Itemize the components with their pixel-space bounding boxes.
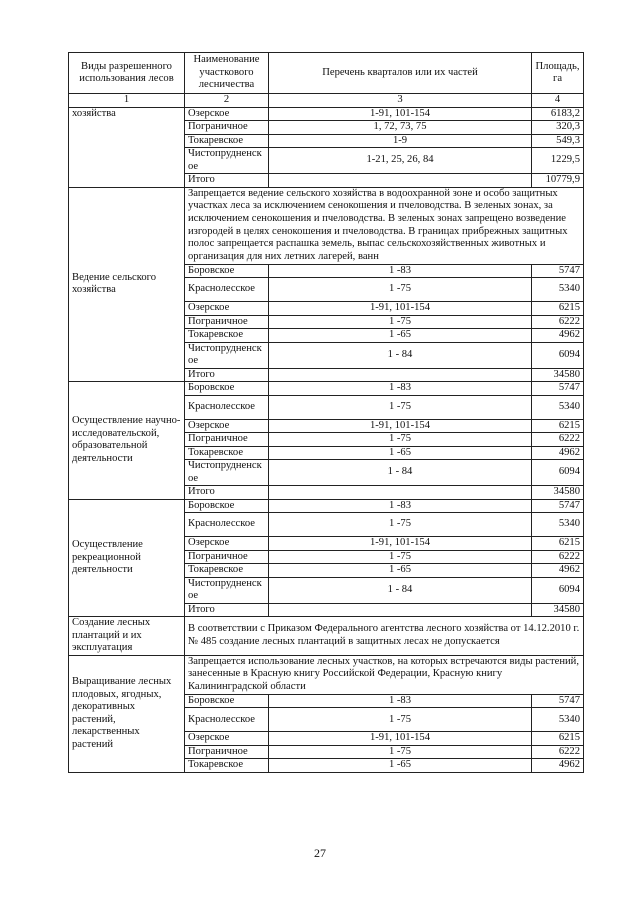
area-cell: 6183,2 [532, 107, 584, 121]
quarters-cell: 1 -83 [269, 264, 532, 278]
forestry-name-cell: Озерское [185, 419, 269, 433]
header-col-use-type: Виды разрешенного использования лесов [69, 53, 185, 94]
table-row [69, 382, 584, 396]
table-row [69, 499, 584, 513]
header-col-quarters: Перечень кварталов или их частей [269, 53, 532, 94]
area-cell: 5747 [532, 382, 584, 396]
area-cell: 6215 [532, 732, 584, 746]
forestry-name-cell: Краснолесское [185, 278, 269, 302]
forestry-name-cell: Токаревское [185, 564, 269, 578]
use-type-cell: Выращивание лесных плодовых, ягодных, декоративных растений, лекарственных растений [69, 655, 185, 772]
total-label: Итого [185, 486, 269, 500]
quarters-cell: 1 - 84 [269, 577, 532, 603]
forestry-name-cell: Боровское [185, 382, 269, 396]
total-value: 10779,9 [532, 174, 584, 188]
header-num-2: 2 [185, 94, 269, 108]
quarters-cell: 1 -65 [269, 759, 532, 773]
header-num-4: 4 [532, 94, 584, 108]
forestry-name-cell: Токаревское [185, 759, 269, 773]
forestry-name-cell: Озерское [185, 537, 269, 551]
forestry-name-cell: Токаревское [185, 329, 269, 343]
area-cell: 5340 [532, 513, 584, 537]
note-row [69, 617, 584, 656]
total-empty-cell [269, 603, 532, 617]
quarters-cell: 1-91, 101-154 [269, 302, 532, 316]
quarters-cell: 1-91, 101-154 [269, 419, 532, 433]
area-cell: 4962 [532, 564, 584, 578]
header-row [69, 53, 584, 94]
use-type-cell: Осуществление научно-исследовательской, образовательной деятельности [69, 382, 185, 500]
forestry-name-cell: Озерское [185, 302, 269, 316]
forestry-name-cell: Боровское [185, 694, 269, 708]
note-row [69, 187, 584, 264]
forestry-name-cell: Пограничное [185, 745, 269, 759]
header-num-1: 1 [69, 94, 185, 108]
area-cell: 4962 [532, 446, 584, 460]
area-cell: 6222 [532, 550, 584, 564]
total-value: 34580 [532, 603, 584, 617]
area-cell: 549,3 [532, 134, 584, 148]
forestry-name-cell: Чистопрудненское [185, 342, 269, 368]
area-cell: 6094 [532, 577, 584, 603]
quarters-cell: 1 -75 [269, 745, 532, 759]
quarters-cell: 1 - 84 [269, 460, 532, 486]
page-number: 27 [314, 846, 326, 860]
forestry-name-cell: Пограничное [185, 121, 269, 135]
restriction-note: В соответствии с Приказом Федерального агентства лесного хозяйства от 14.12.2010 г. № 485 создание лесных плантаций в защитных лесах не допускается [185, 617, 584, 656]
use-type-cell: Осуществление рекреационной деятельности [69, 499, 185, 617]
quarters-cell: 1 -75 [269, 550, 532, 564]
area-cell: 6215 [532, 302, 584, 316]
quarters-cell: 1-9 [269, 134, 532, 148]
header-number-row [69, 94, 584, 108]
quarters-cell: 1 -75 [269, 278, 532, 302]
quarters-cell: 1 -75 [269, 315, 532, 329]
quarters-cell: 1 -65 [269, 446, 532, 460]
quarters-cell: 1 -83 [269, 382, 532, 396]
use-type-cell: хозяйства [69, 107, 185, 187]
forestry-name-cell: Токаревское [185, 446, 269, 460]
quarters-cell: 1 -75 [269, 433, 532, 447]
area-cell: 5747 [532, 499, 584, 513]
total-label: Итого [185, 174, 269, 188]
area-cell: 5340 [532, 278, 584, 302]
total-label: Итого [185, 603, 269, 617]
forestry-name-cell: Озерское [185, 732, 269, 746]
area-cell: 6222 [532, 433, 584, 447]
total-value: 34580 [532, 486, 584, 500]
quarters-cell: 1, 72, 73, 75 [269, 121, 532, 135]
quarters-cell: 1 -83 [269, 499, 532, 513]
forestry-name-cell: Краснолесское [185, 395, 269, 419]
header-col-area: Площадь, га [532, 53, 584, 94]
total-label: Итого [185, 368, 269, 382]
forestry-name-cell: Пограничное [185, 550, 269, 564]
forestry-name-cell: Краснолесское [185, 708, 269, 732]
forestry-name-cell: Чистопрудненское [185, 460, 269, 486]
area-cell: 6215 [532, 419, 584, 433]
area-cell: 6094 [532, 342, 584, 368]
forestry-name-cell: Краснолесское [185, 513, 269, 537]
area-cell: 1229,5 [532, 148, 584, 174]
area-cell: 320,3 [532, 121, 584, 135]
header-col-forestry: Наименование участкового лесничества [185, 53, 269, 94]
area-cell: 6222 [532, 315, 584, 329]
area-cell: 6094 [532, 460, 584, 486]
forestry-name-cell: Пограничное [185, 433, 269, 447]
forestry-name-cell: Пограничное [185, 315, 269, 329]
quarters-cell: 1-91, 101-154 [269, 107, 532, 121]
forestry-name-cell: Токаревское [185, 134, 269, 148]
table-body [69, 107, 584, 772]
total-empty-cell [269, 368, 532, 382]
total-value: 34580 [532, 368, 584, 382]
area-cell: 6215 [532, 537, 584, 551]
area-cell: 5340 [532, 708, 584, 732]
quarters-cell: 1-91, 101-154 [269, 732, 532, 746]
total-empty-cell [269, 486, 532, 500]
forestry-name-cell: Боровское [185, 499, 269, 513]
table-row [69, 107, 584, 121]
total-empty-cell [269, 174, 532, 188]
quarters-cell: 1 -75 [269, 513, 532, 537]
quarters-cell: 1-91, 101-154 [269, 537, 532, 551]
forest-use-table [68, 52, 584, 773]
quarters-cell: 1 -75 [269, 395, 532, 419]
quarters-cell: 1-21, 25, 26, 84 [269, 148, 532, 174]
use-type-cell: Ведение сельского хозяйства [69, 187, 185, 382]
restriction-note: Запрещается использование лесных участков, на которых встречаются виды растений, занесенные в Красную книгу Российской Федерации, Красную книгу Калининградской области [185, 655, 584, 694]
quarters-cell: 1 -75 [269, 708, 532, 732]
area-cell: 4962 [532, 759, 584, 773]
area-cell: 5747 [532, 264, 584, 278]
forestry-name-cell: Боровское [185, 264, 269, 278]
restriction-note: Запрещается ведение сельского хозяйства в водоохранной зоне и особо защитных участках леса за исключением сенокошения и пчеловодства. В зеленых зонах, за исключением сенокошения и пчеловодства. В зеленых зонах запрещено возведение изгородей в целях сенокошения и пчеловодства. В границах прибрежных защитных полос запрещается распашка земель, выпас сельскохозяйственных животных и организация для них летних лагерей, ванн [185, 187, 584, 264]
quarters-cell: 1 -83 [269, 694, 532, 708]
quarters-cell: 1 - 84 [269, 342, 532, 368]
area-cell: 5747 [532, 694, 584, 708]
note-row [69, 655, 584, 694]
quarters-cell: 1 -65 [269, 329, 532, 343]
area-cell: 4962 [532, 329, 584, 343]
forestry-name-cell: Чистопрудненское [185, 148, 269, 174]
forestry-name-cell: Озерское [185, 107, 269, 121]
use-type-cell: Создание лесных плантаций и их эксплуатация [69, 617, 185, 656]
quarters-cell: 1 -65 [269, 564, 532, 578]
area-cell: 6222 [532, 745, 584, 759]
forestry-name-cell: Чистопрудненское [185, 577, 269, 603]
area-cell: 5340 [532, 395, 584, 419]
header-num-3: 3 [269, 94, 532, 108]
